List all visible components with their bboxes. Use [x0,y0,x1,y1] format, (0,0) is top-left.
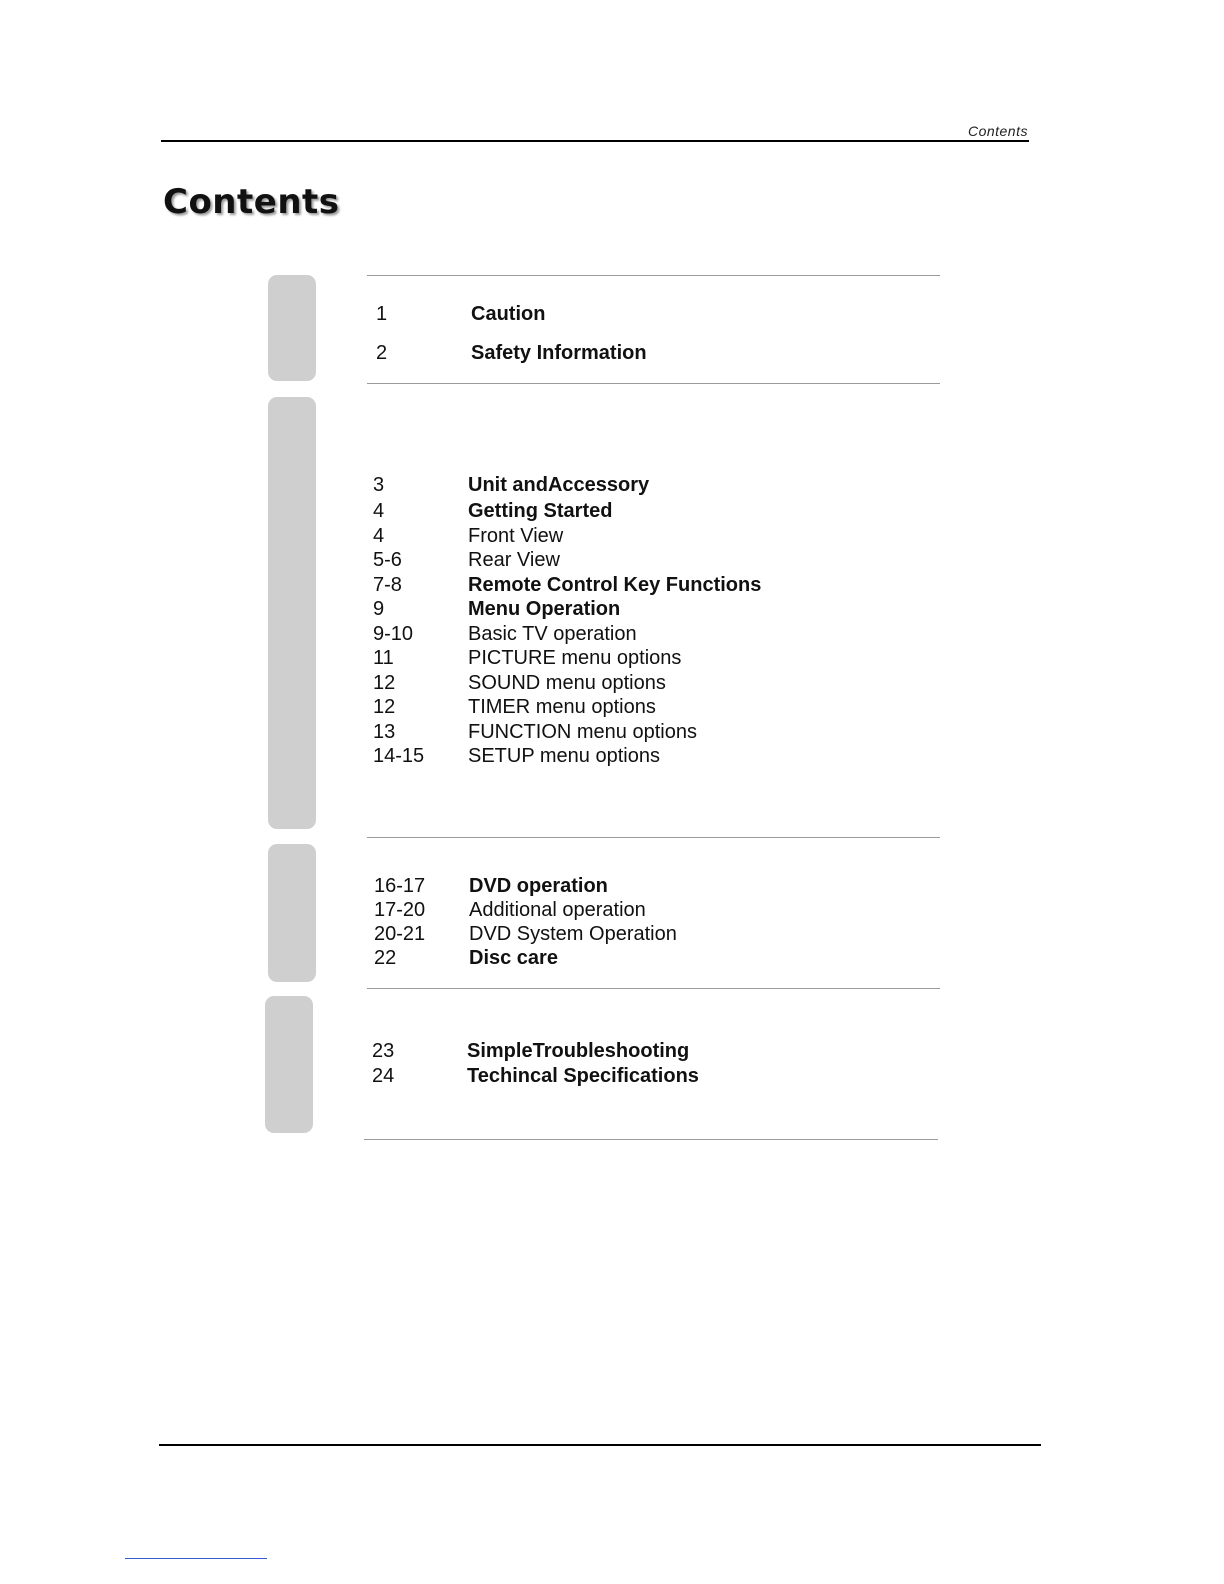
toc-title: PICTURE menu options [468,647,682,669]
toc-title: Remote Control Key Functions [468,574,762,596]
toc-page-number: 4 [373,525,385,547]
footer-underline [125,1558,267,1559]
header-rule [161,140,1029,142]
toc-page-number: 16-17 [374,875,426,897]
toc-title: Menu Operation [468,598,621,620]
toc-page-number: 5-6 [373,549,402,571]
section-rule [367,988,940,989]
toc-page-number: 20-21 [374,923,426,945]
toc-page-number: 12 [373,672,396,694]
toc-title: Front View [468,525,564,547]
toc-page-number: 11 [373,647,394,669]
toc-page-number: 17-20 [374,899,426,921]
toc-page-number: 3 [373,474,385,496]
section-tab-4 [265,996,313,1133]
toc-title: Getting Started [468,500,613,522]
section-rule [367,837,940,838]
toc-page-number: 14-15 [373,745,425,767]
section-rule [364,1139,938,1140]
toc-title: DVD System Operation [469,923,677,945]
toc-title: FUNCTION menu options [468,721,697,743]
toc-title: SOUND menu options [468,672,666,694]
toc-title: Disc care [469,947,558,969]
toc-title: Caution [471,303,546,325]
section-tab-2 [268,397,316,829]
toc-page-number: 12 [373,696,396,718]
toc-page-number: 13 [373,721,396,743]
section-tab-3 [268,844,316,982]
toc-page-number: 7-8 [373,574,402,596]
section-rule [367,383,940,384]
running-header: Contents [967,123,1028,139]
toc-page-number: 9 [373,598,385,620]
toc-page-number: 1 [376,303,388,325]
footer-rule [159,1444,1041,1446]
toc-title: Additional operation [469,899,646,921]
toc-page-number: 22 [374,947,397,969]
toc-title: Unit andAccessory [468,474,650,496]
toc-title: DVD operation [469,875,608,897]
toc-page-number: 2 [376,342,388,364]
page-title: Contents [163,182,340,222]
toc-title: Safety Information [471,342,647,364]
toc-page-number: 4 [373,500,385,522]
section-tab-1 [268,275,316,381]
toc-title: TIMER menu options [468,696,656,718]
toc-title: SETUP menu options [468,745,660,767]
toc-page-number: 24 [372,1065,395,1087]
toc-title: Rear View [468,549,560,571]
toc-page-number: 9-10 [373,623,414,645]
toc-title: Basic TV operation [468,623,637,645]
toc-title: SimpleTroubleshooting [467,1040,690,1062]
section-rule [367,275,940,276]
toc-page-number: 23 [372,1040,395,1062]
toc-title: Techincal Specifications [467,1065,699,1087]
